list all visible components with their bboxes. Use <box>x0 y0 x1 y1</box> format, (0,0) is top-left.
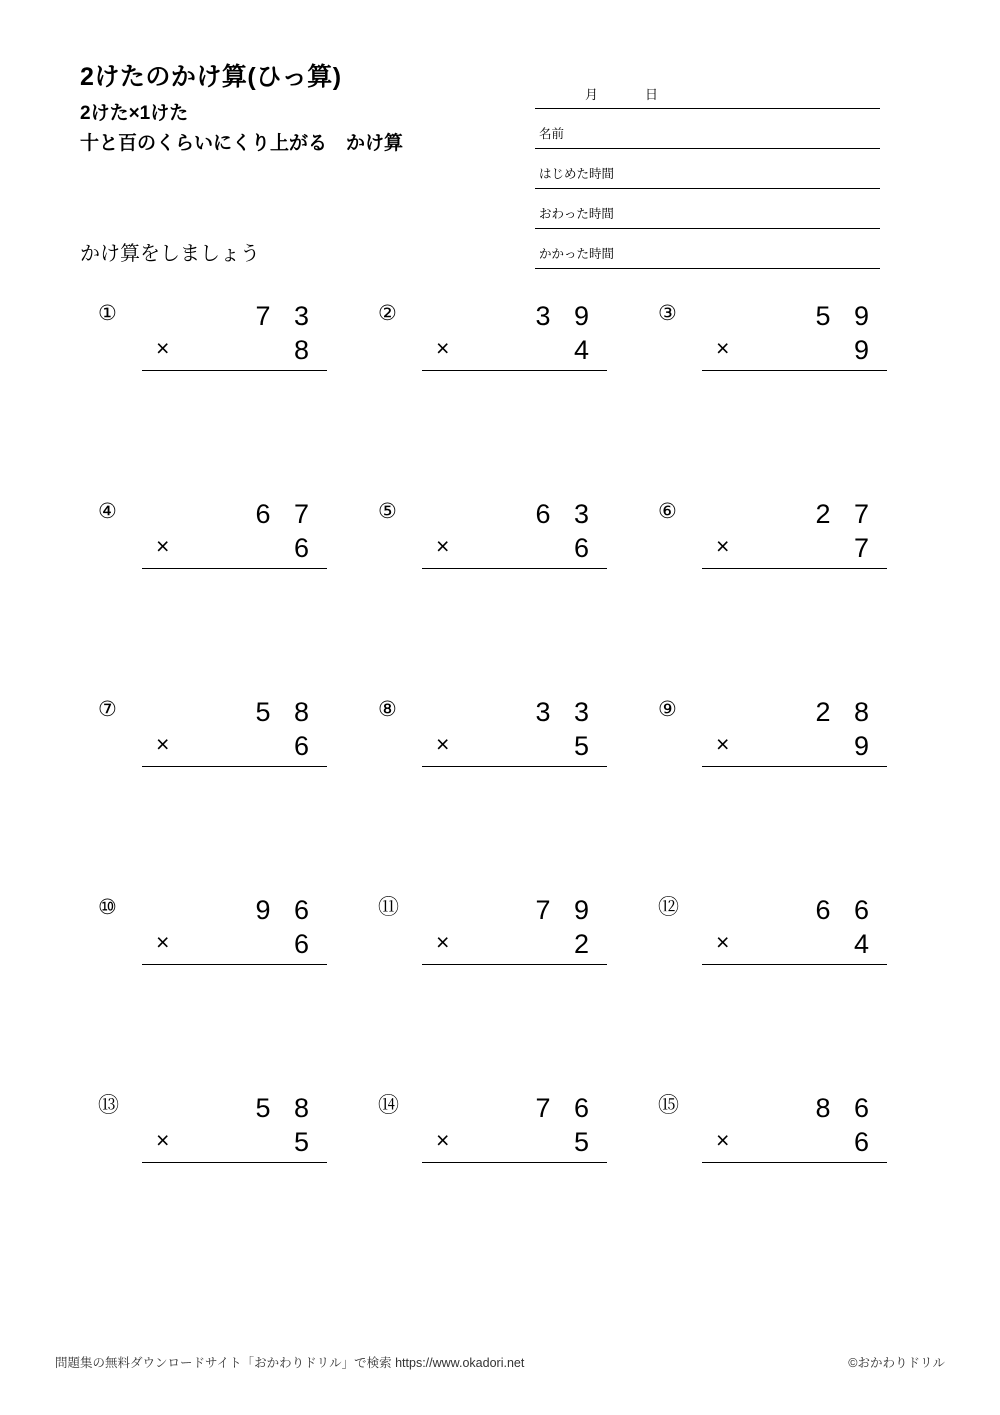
multiplier: 5 <box>573 1127 597 1157</box>
problem-number: ⑮ <box>658 1094 679 1117</box>
multiplicand: 3 3 <box>535 697 597 727</box>
problem-row <box>80 300 920 498</box>
multiply-icon: × <box>716 1127 730 1153</box>
problem-5 <box>378 498 607 569</box>
multiply-icon: × <box>436 731 450 757</box>
multiplicand: 7 3 <box>255 301 317 331</box>
multiply-icon: × <box>156 335 170 361</box>
multiplier: 9 <box>853 335 877 365</box>
multiplier: 2 <box>573 929 597 959</box>
problem-14 <box>378 1092 607 1163</box>
problem-11 <box>378 894 607 965</box>
multiplicand: 5 9 <box>815 301 877 331</box>
multiplier-line <box>422 1126 607 1163</box>
multiplier: 9 <box>853 731 877 761</box>
problem-15 <box>658 1092 887 1163</box>
multiply-icon: × <box>436 1127 450 1153</box>
multiplier: 5 <box>573 731 597 761</box>
multiplier: 8 <box>293 335 317 365</box>
multiply-icon: × <box>716 533 730 559</box>
multiplier: 6 <box>293 533 317 563</box>
problem-8 <box>378 696 607 767</box>
footer-site-note: 問題集の無料ダウンロードサイト「おかわりドリル」で検索 https://www.okadori.net <box>55 1356 525 1370</box>
multiplicand: 7 6 <box>535 1093 597 1123</box>
problem-number: ⑭ <box>378 1094 399 1117</box>
multiplicand: 6 7 <box>255 499 317 529</box>
problem-number: ⑨ <box>658 698 677 721</box>
month-label: 月 <box>585 87 599 102</box>
multiplier-line <box>702 1126 887 1163</box>
title-block <box>80 62 520 156</box>
problem-row <box>80 498 920 696</box>
problem-row <box>80 894 920 1092</box>
problem-1 <box>98 300 327 371</box>
problem-cell <box>640 1092 920 1290</box>
multiplicand: 6 6 <box>815 895 877 925</box>
multiplier-line <box>702 532 887 569</box>
multiplier: 6 <box>573 533 597 563</box>
multiplier-line <box>422 532 607 569</box>
multiplier: 7 <box>853 533 877 563</box>
multiplier: 4 <box>573 335 597 365</box>
page-title: 2けたのかけ算(ひっ算) <box>80 63 342 91</box>
problem-cell <box>80 300 360 498</box>
multiplicand: 5 8 <box>255 697 317 727</box>
problem-cell <box>80 498 360 696</box>
multiplier: 6 <box>293 929 317 959</box>
end-time-field-row[interactable] <box>535 189 880 229</box>
day-label: 日 <box>645 87 659 102</box>
problem-9 <box>658 696 887 767</box>
multiplicand: 6 3 <box>535 499 597 529</box>
multiplicand: 3 9 <box>535 301 597 331</box>
problem-12 <box>658 894 887 965</box>
problem-cell <box>80 1092 360 1290</box>
problem-number: ⑦ <box>98 698 117 721</box>
problem-7 <box>98 696 327 767</box>
multiplier-line <box>142 928 327 965</box>
problem-cell <box>640 894 920 1092</box>
multiplier-line <box>142 1126 327 1163</box>
multiplier-line <box>142 730 327 767</box>
multiply-icon: × <box>156 1127 170 1153</box>
problem-3 <box>658 300 887 371</box>
multiplier: 4 <box>853 929 877 959</box>
multiply-icon: × <box>156 929 170 955</box>
problem-number: ⑤ <box>378 500 397 523</box>
problem-number: ⑪ <box>378 896 399 919</box>
multiply-icon: × <box>436 533 450 559</box>
problem-row <box>80 696 920 894</box>
problem-number: ③ <box>658 302 677 325</box>
problem-number: ④ <box>98 500 117 523</box>
problem-cell <box>360 1092 640 1290</box>
problem-row <box>80 1092 920 1290</box>
page-subtitle-1: 2けた×1けた <box>80 103 189 124</box>
problem-number: ⑧ <box>378 698 397 721</box>
name-and-time-box <box>535 72 880 269</box>
problem-13 <box>98 1092 327 1163</box>
problem-cell <box>640 498 920 696</box>
multiplier-line <box>702 928 887 965</box>
problem-cell <box>80 696 360 894</box>
page-footer <box>0 1353 1000 1373</box>
footer-copyright: ©おかわりドリル <box>848 1356 945 1370</box>
multiplier: 5 <box>293 1127 317 1157</box>
multiplicand: 9 6 <box>255 895 317 925</box>
problem-number: ⑬ <box>98 1094 119 1117</box>
start-time-field-row[interactable] <box>535 149 880 189</box>
multiplier-line <box>422 928 607 965</box>
problem-number: ① <box>98 302 117 325</box>
problem-6 <box>658 498 887 569</box>
multiplier-line <box>702 334 887 371</box>
multiply-icon: × <box>436 929 450 955</box>
problem-cell <box>640 696 920 894</box>
problem-2 <box>378 300 607 371</box>
problem-10 <box>98 894 327 965</box>
problem-number: ⑩ <box>98 896 117 919</box>
problems-grid <box>80 300 920 1290</box>
multiplicand: 5 8 <box>255 1093 317 1123</box>
multiplicand: 2 7 <box>815 499 877 529</box>
page-subtitle-2: 十と百のくらいにくり上がる かけ算 <box>80 132 404 154</box>
date-row[interactable] <box>535 72 880 109</box>
problem-number: ⑥ <box>658 500 677 523</box>
start-time-label: はじめた時間 <box>539 167 615 181</box>
multiplicand: 8 6 <box>815 1093 877 1123</box>
multiplier-line <box>142 334 327 371</box>
multiplier-line <box>422 730 607 767</box>
name-field-row[interactable] <box>535 109 880 149</box>
problem-number: ⑫ <box>658 896 679 919</box>
multiplier: 6 <box>293 731 317 761</box>
worksheet-header <box>80 62 920 282</box>
problem-cell <box>360 894 640 1092</box>
problem-cell <box>80 894 360 1092</box>
problem-number: ② <box>378 302 397 325</box>
problem-cell <box>360 498 640 696</box>
elapsed-time-label: かかった時間 <box>539 247 615 261</box>
multiply-icon: × <box>436 335 450 361</box>
multiply-icon: × <box>716 731 730 757</box>
multiplicand: 7 9 <box>535 895 597 925</box>
problem-cell <box>640 300 920 498</box>
elapsed-time-field-row[interactable] <box>535 229 880 269</box>
multiplier-line <box>422 334 607 371</box>
name-label: 名前 <box>539 127 565 141</box>
multiplicand: 2 8 <box>815 697 877 727</box>
problem-4 <box>98 498 327 569</box>
multiply-icon: × <box>156 533 170 559</box>
multiply-icon: × <box>716 335 730 361</box>
multiplier: 6 <box>853 1127 877 1157</box>
multiply-icon: × <box>716 929 730 955</box>
multiply-icon: × <box>156 731 170 757</box>
instruction-text: かけ算をしましょう <box>80 243 260 265</box>
multiplier-line <box>142 532 327 569</box>
problem-cell <box>360 696 640 894</box>
problem-cell <box>360 300 640 498</box>
end-time-label: おわった時間 <box>539 207 614 221</box>
multiplier-line <box>702 730 887 767</box>
